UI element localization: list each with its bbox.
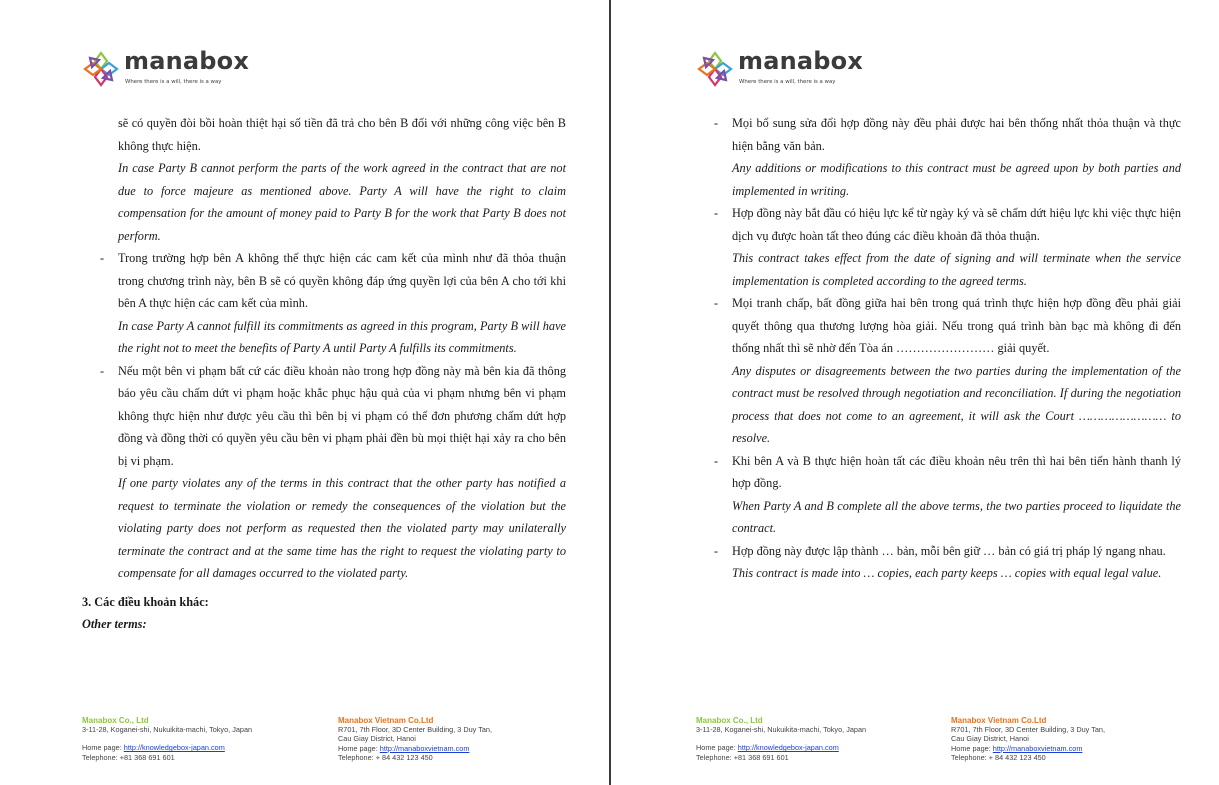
- footer-homepage-jp: Home page: http://knowledgebox-japan.com: [82, 743, 225, 753]
- list-item: [612, 202, 1219, 292]
- homepage-link-jp[interactable]: http://knowledgebox-japan.com: [123, 743, 225, 753]
- footer-address-jp: 3-11-28, Koganei-shi, Nukuikita-machi, Tokyo, Japan: [82, 725, 253, 735]
- document-page-right: [612, 0, 1219, 785]
- bullet-dash: -: [100, 251, 105, 265]
- list-item: [612, 450, 1219, 540]
- list-item: [612, 540, 1219, 585]
- footer-address-vn-2: Cau Giay District, Hanoi: [951, 734, 1029, 744]
- bullet-text-vi: Mọi bổ sung sửa đổi hợp đồng này đều phải được hai bên thống nhất thỏa thuận và thực hiện bằng văn bản.: [732, 116, 1181, 153]
- left-body: [0, 112, 609, 636]
- bullet-text-en: This contract is made into … copies, each party keeps … copies with equal legal value.: [732, 566, 1162, 580]
- brand-name: manabox: [738, 47, 864, 75]
- footer-japan: [696, 716, 866, 762]
- footer-homepage-jp: Home page: http://knowledgebox-japan.com: [696, 743, 839, 753]
- bullet-text-en: If one party violates any of the terms in this contract that the other party has notified a request to terminate the violation or remedy the consequences of the violation but the violating party does not perform as requested then the violated party may unilaterally terminate the contract and at the same time has the right to request the violating party to compensate for all damages occurred to the violated party.: [118, 476, 566, 580]
- bullet-dash: -: [714, 543, 719, 558]
- list-item: [0, 247, 609, 360]
- list-item: [612, 292, 1219, 450]
- bullet-text-vi: Hợp đồng này bắt đầu có hiệu lực kể từ ngày ký và sẽ chấm dứt hiệu lực khi việc thực hiện dịch vụ được hoàn tất theo đúng các điều khoản đã thỏa thuận.: [732, 206, 1181, 243]
- bullet-dash: -: [100, 363, 105, 378]
- bullet-dash: -: [714, 116, 719, 130]
- homepage-link-jp[interactable]: http://knowledgebox-japan.com: [737, 743, 839, 753]
- footer-phone-vn: Telephone: + 84 432 123 450: [951, 752, 1046, 762]
- brand-tagline: Where there is a will, there is a way: [739, 79, 836, 85]
- footer-phone-vn: Telephone: + 84 432 123 450: [338, 752, 433, 762]
- footer-vietnam: [338, 716, 492, 762]
- bullet-text-en: When Party A and B complete all the above terms, the two parties proceed to liquidate the contract.: [732, 498, 1181, 535]
- footer-vietnam: [951, 716, 1105, 762]
- footer-phone-jp: Telephone: +81 368 691 601: [82, 752, 175, 762]
- bullet-dash: -: [714, 296, 719, 310]
- company-logo: [82, 47, 282, 90]
- manabox-logo-icon: [82, 50, 120, 88]
- bullet-text-vi: Mọi tranh chấp, bất đồng giữa hai bên trong quá trình thực hiện hợp đồng đều phải giải quyết thông qua thương lượng hòa giải. Nếu trong quá trình bàn bạc mà không đi đến thống nhất thì sẽ nhờ đến Tòa án …………………… giải quyết.: [732, 296, 1181, 355]
- right-body: [612, 112, 1219, 585]
- homepage-link-vn[interactable]: http://manaboxvietnam.com: [379, 743, 470, 753]
- list-item: [0, 360, 609, 585]
- brand-tagline: Where there is a will, there is a way: [125, 79, 222, 85]
- paragraph-en: In case Party B cannot perform the parts of the work agreed in the contract that are not due to force majeure as mentioned above. Party A will have the right to claim compensation for the amount of money paid to Party B for the work that Party B does not perform.: [118, 161, 566, 243]
- bullet-text-en: In case Party A cannot fulfill its commitments as agreed in this program, Party B will have the right not to meet the benefits of Party A until Party A fulfills its commitments.: [118, 318, 566, 355]
- list-item: [612, 112, 1219, 202]
- company-logo: [696, 47, 896, 90]
- paragraph-vi: sẽ có quyền đòi bồi hoàn thiệt hại số tiền đã trả cho bên B đối với những công việc bên B không thực hiện.: [118, 116, 566, 153]
- footer-homepage-vn: Home page: http://manaboxvietnam.com: [951, 743, 1083, 753]
- homepage-link-vn[interactable]: http://manaboxvietnam.com: [992, 743, 1083, 753]
- footer-address-vn-1: R701, 7th Floor, 3D Center Building, 3 Duy Tan,: [951, 725, 1105, 735]
- document-page-left: [0, 0, 609, 785]
- footer-address-vn-1: R701, 7th Floor, 3D Center Building, 3 Duy Tan,: [338, 725, 492, 735]
- footer-company-vn: Manabox Vietnam Co.Ltd: [951, 716, 1047, 725]
- bullet-text-en: Any additions or modifications to this contract must be agreed upon by both parties and implemented in writing.: [732, 161, 1181, 198]
- footer-company-jp: Manabox Co., Ltd: [82, 716, 149, 725]
- manabox-logo-icon: [696, 50, 734, 88]
- bullet-text-vi: Trong trường hợp bên A không thể thực hiện các cam kết của mình như đã thỏa thuận trong chương trình này, bên B sẽ có quyền không đáp ứng quyền lợi của bên A cho tới khi bên A thực hiện các cam kết của mình.: [118, 251, 566, 310]
- bullet-text-en: Any disputes or disagreements between the two parties during the implementation of the contract must be resolved through negotiation and reconciliation. If during the negotiation process that does not come to an agreement, it will ask the Court …………………… to resolve.: [732, 363, 1181, 445]
- footer-company-jp: Manabox Co., Ltd: [696, 716, 763, 725]
- bullet-dash: -: [714, 453, 719, 468]
- footer-phone-jp: Telephone: +81 368 691 601: [696, 752, 789, 762]
- bullet-text-vi: Hợp đồng này được lập thành … bản, mỗi bên giữ … bản có giá trị pháp lý ngang nhau.: [732, 543, 1166, 558]
- bullet-text-vi: Nếu một bên vi phạm bất cứ các điều khoản nào trong hợp đồng này mà bên kia đã thông báo yêu cầu chấm dứt vi phạm hoặc khắc phục hậu quả của vi phạm nhưng bên vi phạm không thực hiện như được yêu cầu thì bên bị vi phạm có thể đơn phương chấm dứt hợp đồng và đồng thời có quyền yêu cầu bên vi phạm phải đền bù mọi thiệt hại xảy ra cho bên bị vi phạm.: [118, 363, 566, 468]
- bullet-dash: -: [714, 206, 719, 220]
- footer-homepage-vn: Home page: http://manaboxvietnam.com: [338, 743, 470, 753]
- brand-name: manabox: [124, 47, 250, 75]
- section-heading-en: Other terms:: [82, 617, 147, 631]
- footer-japan: [82, 716, 252, 762]
- page-divider: [609, 0, 611, 785]
- section-heading-vi: 3. Các điều khoản khác:: [82, 594, 209, 609]
- footer-company-vn: Manabox Vietnam Co.Ltd: [338, 716, 434, 725]
- bullet-text-en: This contract takes effect from the date of signing and will terminate when the service implementation is completed according to the agreed terms.: [732, 251, 1181, 288]
- bullet-text-vi: Khi bên A và B thực hiện hoàn tất các điều khoản nêu trên thì hai bên tiến hành thanh lý hợp đồng.: [732, 453, 1181, 490]
- footer-address-jp: 3-11-28, Koganei-shi, Nukuikita-machi, Tokyo, Japan: [696, 725, 867, 735]
- footer-address-vn-2: Cau Giay District, Hanoi: [338, 734, 416, 744]
